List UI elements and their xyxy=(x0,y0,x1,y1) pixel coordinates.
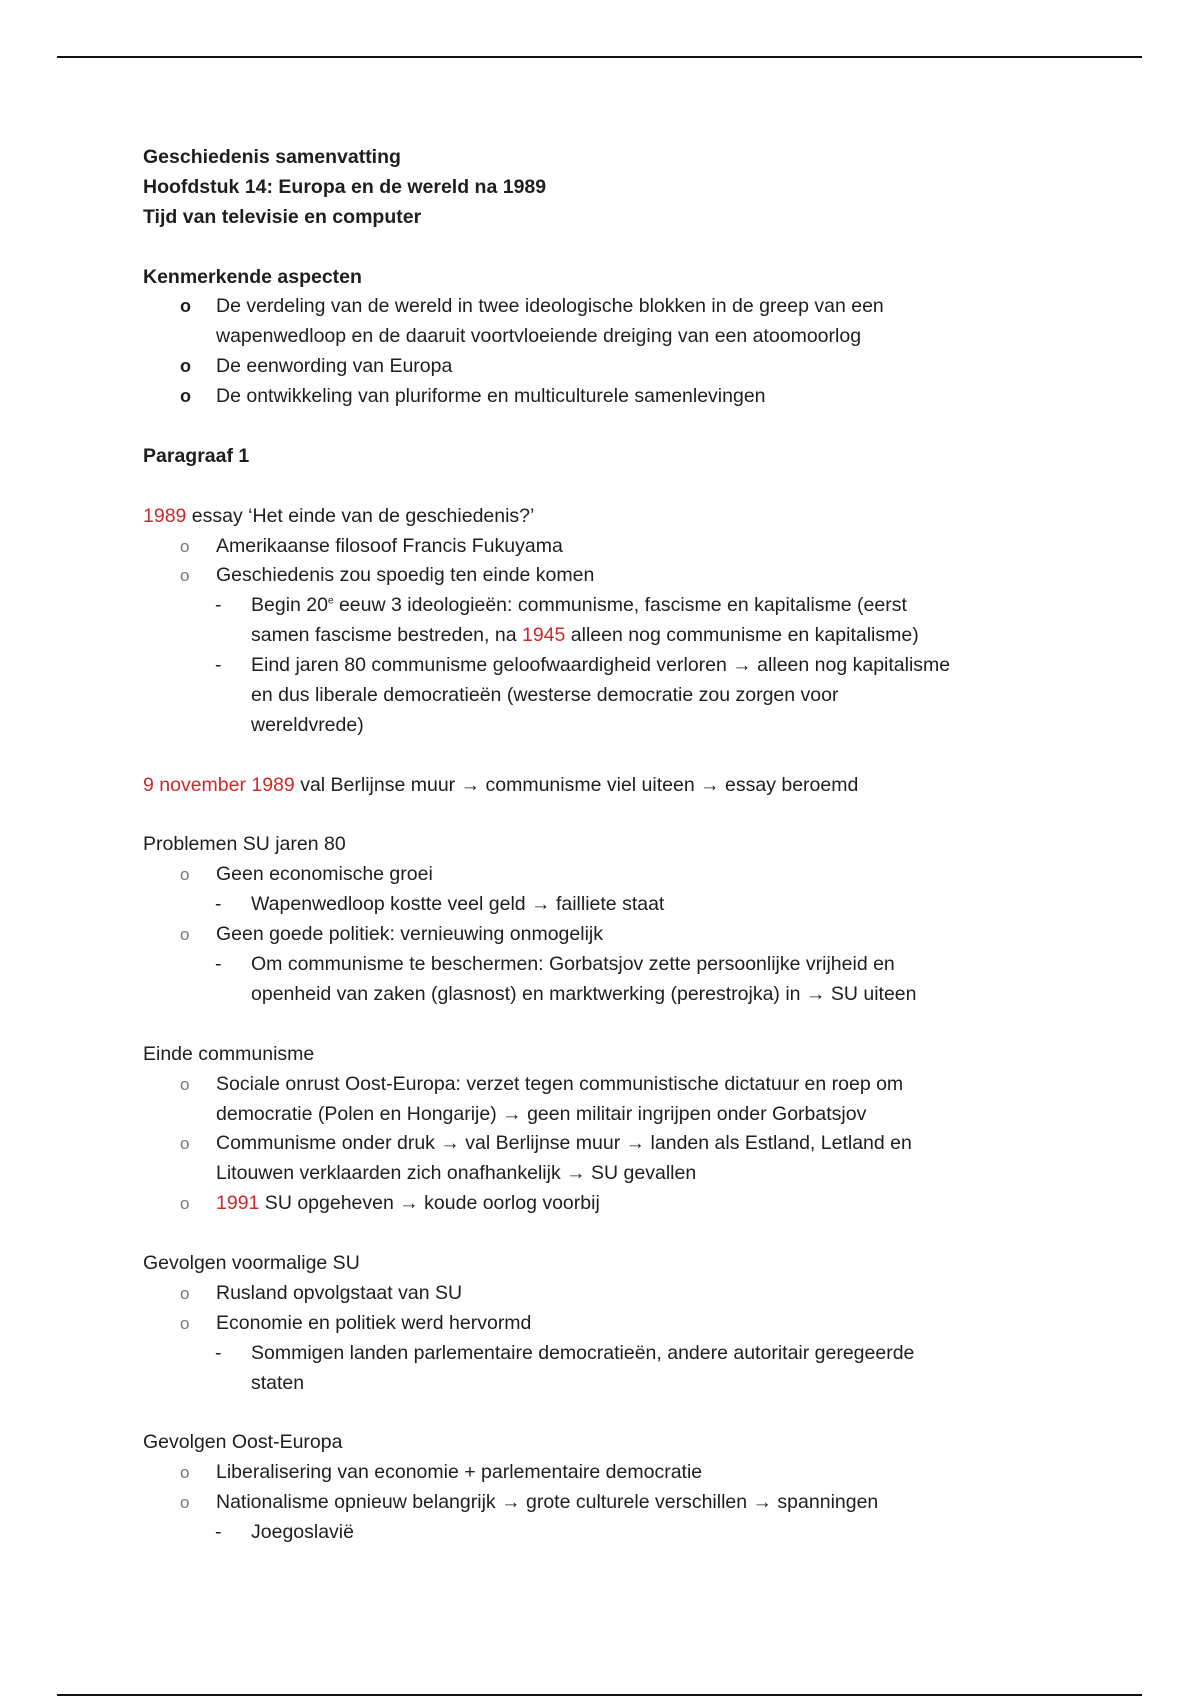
bullet-item xyxy=(143,1488,1103,1518)
dash-bullet-icon: - xyxy=(215,654,222,677)
circle-bullet-icon: o xyxy=(180,1134,190,1154)
bullet-item xyxy=(143,1189,1103,1219)
text-segment: Economie en politiek werd hervormd xyxy=(216,1311,532,1334)
text-segment: Gevolgen voormalige SU xyxy=(143,1251,360,1274)
text-segment: wereldvrede) xyxy=(251,713,364,736)
text-segment: De ontwikkeling van pluriforme en multiculturele samenlevingen xyxy=(216,385,766,408)
text-segment: Problemen SU jaren 80 xyxy=(143,833,346,856)
text-segment: Communisme onder druk → val Berlijnse muur → landen als Estland, Letland en xyxy=(216,1132,912,1155)
highlighted-date: 1989 xyxy=(143,504,187,527)
dash-bullet-icon: - xyxy=(215,893,222,916)
text-segment: De eenwording van Europa xyxy=(216,355,453,378)
blank-line xyxy=(143,741,1103,771)
text-segment: openheid van zaken (glasnost) en marktwerking (perestrojka) in → SU uiteen xyxy=(251,982,917,1005)
bullet-item xyxy=(143,1279,1103,1309)
text-segment: Joegoslavië xyxy=(251,1520,354,1543)
document-body xyxy=(143,143,1103,1548)
text-segment: Liberalisering van economie + parlementaire democratie xyxy=(216,1461,703,1484)
highlighted-date: 1945 xyxy=(521,624,566,647)
heading-line xyxy=(143,263,1103,293)
text-line xyxy=(143,1100,1103,1130)
blank-line xyxy=(143,233,1103,263)
text-segment: Einde communisme xyxy=(143,1042,315,1065)
text-line xyxy=(143,830,1103,860)
circle-bullet-icon: o xyxy=(180,296,191,317)
bullet-item xyxy=(143,561,1103,591)
text-segment: Eind jaren 80 communisme geloofwaardigheid verloren → alleen nog kapitalisme xyxy=(251,654,951,677)
text-line xyxy=(143,681,1103,711)
text-segment: Kenmerkende aspecten xyxy=(143,265,362,288)
circle-bullet-icon: o xyxy=(180,356,191,377)
circle-bullet-icon: o xyxy=(180,1194,190,1214)
text-segment: Geen goede politiek: vernieuwing onmogelijk xyxy=(216,923,603,946)
dash-bullet-icon: - xyxy=(215,594,222,617)
text-line xyxy=(143,322,1103,352)
blank-line xyxy=(143,1219,1103,1249)
text-segment: Om communisme te beschermen: Gorbatsjov zette persoonlijke vrijheid en xyxy=(251,953,895,976)
text-segment: Geschiedenis samenvatting xyxy=(143,146,401,168)
text-segment: staten xyxy=(251,1371,305,1394)
dash-bullet-icon: - xyxy=(215,1341,222,1364)
dash-item xyxy=(143,950,1103,980)
footer-rule xyxy=(57,1694,1142,1696)
text-segment: samen fascisme bestreden, na xyxy=(251,624,522,647)
text-segment: Begin 20 xyxy=(251,594,328,617)
blank-line xyxy=(143,801,1103,831)
heading-line xyxy=(143,173,1103,203)
bullet-item xyxy=(143,382,1103,412)
bullet-item xyxy=(143,532,1103,562)
bullet-item xyxy=(143,1070,1103,1100)
text-line xyxy=(143,980,1103,1010)
bullet-item xyxy=(143,292,1103,322)
highlighted-date: 9 november 1989 xyxy=(143,773,295,796)
text-line xyxy=(143,771,1103,801)
bullet-item xyxy=(143,1458,1103,1488)
dash-item xyxy=(143,591,1103,621)
circle-bullet-icon: o xyxy=(180,1463,190,1483)
text-line xyxy=(143,1428,1103,1458)
dash-item xyxy=(143,651,1103,681)
dash-bullet-icon: - xyxy=(215,1520,222,1543)
circle-bullet-icon: o xyxy=(180,566,190,586)
blank-line xyxy=(143,412,1103,442)
dash-bullet-icon: - xyxy=(215,953,222,976)
text-segment: Geen economische groei xyxy=(216,863,433,886)
text-line xyxy=(143,1159,1103,1189)
bullet-item xyxy=(143,1309,1103,1339)
dash-item xyxy=(143,1339,1103,1369)
heading-line xyxy=(143,143,1103,173)
bullet-item xyxy=(143,1129,1103,1159)
circle-bullet-icon: o xyxy=(180,1313,190,1333)
text-line xyxy=(143,711,1103,741)
text-segment: Paragraaf 1 xyxy=(143,444,250,467)
text-segment: Sommigen landen parlementaire democratieën, andere autoritair geregeerde xyxy=(251,1341,915,1364)
text-segment: alleen nog communisme en kapitalisme) xyxy=(565,624,919,647)
circle-bullet-icon: o xyxy=(180,1493,190,1513)
circle-bullet-icon: o xyxy=(180,1283,190,1303)
text-segment: Sociale onrust Oost-Europa: verzet tegen communistische dictatuur en roep om xyxy=(216,1072,904,1095)
heading-line xyxy=(143,203,1103,233)
bullet-item xyxy=(143,860,1103,890)
text-line xyxy=(143,1249,1103,1279)
circle-bullet-icon: o xyxy=(180,386,191,407)
text-segment: Amerikaanse filosoof Francis Fukuyama xyxy=(216,534,563,557)
text-segment: De verdeling van de wereld in twee ideologische blokken in de greep van een xyxy=(216,295,884,318)
text-segment: Gevolgen Oost-Europa xyxy=(143,1431,343,1454)
dash-item xyxy=(143,890,1103,920)
text-line xyxy=(143,1369,1103,1399)
circle-bullet-icon: o xyxy=(180,925,190,945)
text-line xyxy=(143,1040,1103,1070)
highlighted-date: 1991 xyxy=(216,1192,260,1215)
heading-line xyxy=(143,442,1103,472)
text-segment: essay ‘Het einde van de geschiedenis?’ xyxy=(186,504,535,527)
text-line xyxy=(143,502,1103,532)
circle-bullet-icon: o xyxy=(180,1074,190,1094)
text-segment: Rusland opvolgstaat van SU xyxy=(216,1281,463,1304)
text-segment: democratie (Polen en Hongarije) → geen militair ingrijpen onder Gorbatsjov xyxy=(216,1102,867,1125)
header-rule xyxy=(57,56,1142,58)
text-segment: Hoofdstuk 14: Europa en de wereld na 1989 xyxy=(143,175,547,198)
text-line xyxy=(143,621,1103,651)
text-segment: Tijd van televisie en computer xyxy=(143,205,422,228)
bullet-item xyxy=(143,920,1103,950)
text-segment: Geschiedenis zou spoedig ten einde komen xyxy=(216,564,595,587)
text-segment: en dus liberale democratieën (westerse democratie zou zorgen voor xyxy=(251,684,839,707)
text-segment: Wapenwedloop kostte veel geld → failliete staat xyxy=(251,893,665,916)
text-segment: SU opgeheven → koude oorlog voorbij xyxy=(259,1192,600,1215)
text-segment: val Berlijnse muur → communisme viel uiteen → essay beroemd xyxy=(294,773,859,796)
circle-bullet-icon: o xyxy=(180,536,190,556)
text-segment: e xyxy=(327,595,334,607)
bullet-item xyxy=(143,352,1103,382)
text-segment: Litouwen verklaarden zich onafhankelijk → SU gevallen xyxy=(216,1162,697,1185)
text-segment: Nationalisme opnieuw belangrijk → grote culturele verschillen → spanningen xyxy=(216,1491,879,1514)
blank-line xyxy=(143,1398,1103,1428)
text-segment: eeuw 3 ideologieën: communisme, fascisme en kapitalisme (eerst xyxy=(333,594,907,617)
circle-bullet-icon: o xyxy=(180,865,190,885)
text-segment: wapenwedloop en de daaruit voortvloeiende dreiging van een atoomoorlog xyxy=(216,325,862,348)
blank-line xyxy=(143,472,1103,502)
dash-item xyxy=(143,1518,1103,1548)
blank-line xyxy=(143,1010,1103,1040)
